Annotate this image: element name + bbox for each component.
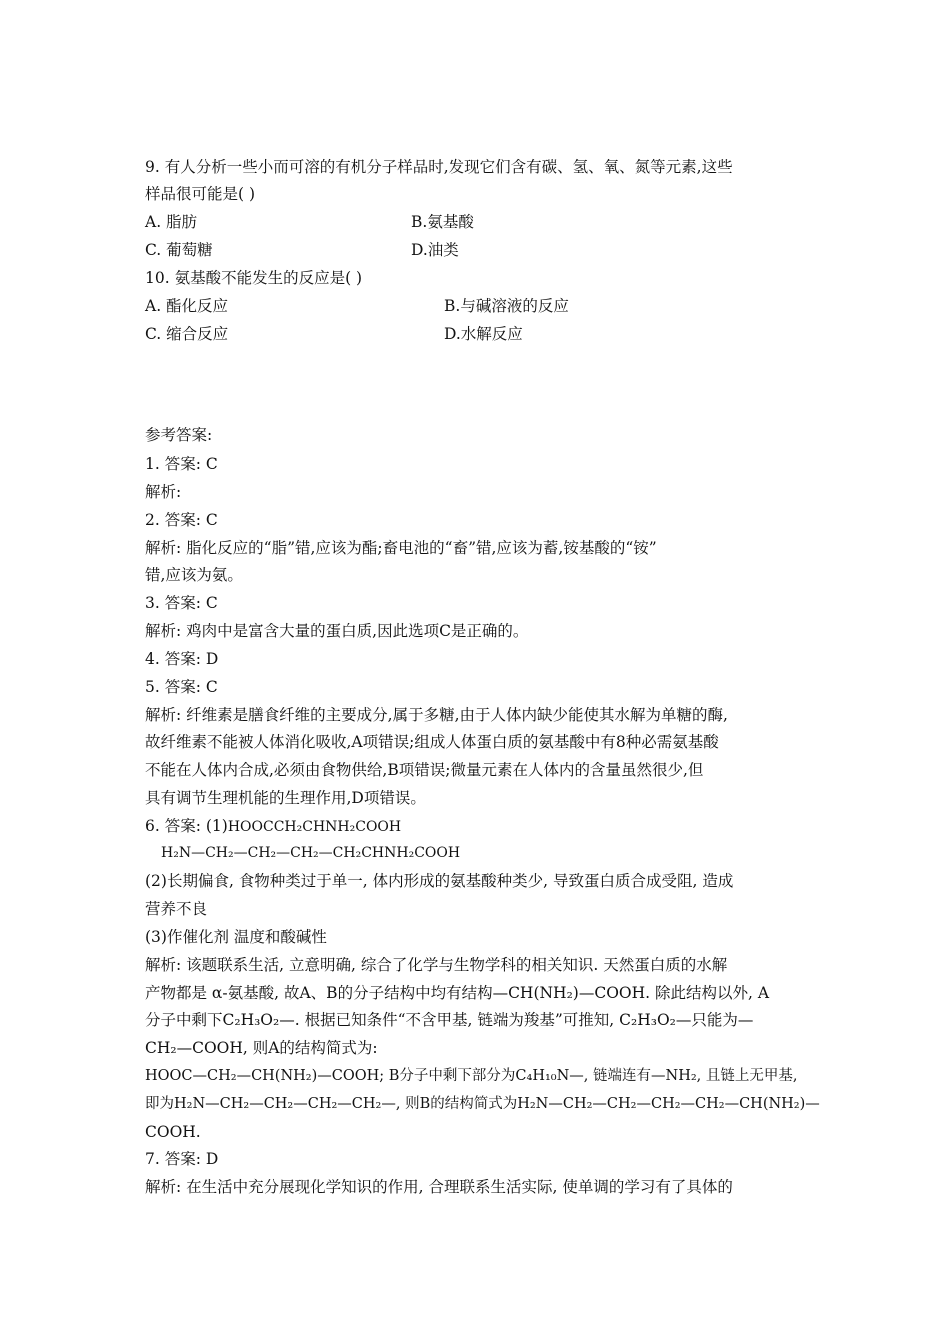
explanation-5-line2: 故纤维素不能被人体消化吸收,A项错误;组成人体蛋白质的氨基酸中有8种必需氨基酸 xyxy=(145,733,719,751)
explanation-6-line6: 即为H₂N—CH₂—CH₂—CH₂—CH₂—, 则B的结构简式为H₂N—CH₂—CH₂—CH₂—CH₂—CH(NH₂)— xyxy=(145,1096,820,1112)
explanation-5-line3: 不能在人体内合成,必须由食物供给,B项错误;微量元素在人体内的含量虽然很少,但 xyxy=(145,761,704,779)
q9-stem-line1: 9. 有人分析一些小而可溶的有机分子样品时,发现它们含有碳、氢、氧、氮等元素,这些 xyxy=(145,158,733,176)
answer-6-line1 xyxy=(145,816,401,837)
explanation-3: 解析: 鸡肉中是富含大量的蛋白质,因此选项C是正确的。 xyxy=(145,622,529,640)
explanation-5-line4: 具有调节生理机能的生理作用,D项错误。 xyxy=(145,789,426,807)
q10-option-c: C. 缩合反应 xyxy=(145,325,229,343)
explanation-6-line3: 分子中剩下C₂H₃O₂—. 根据已知条件“不含甲基, 链端为羧基”可推知, C₂H₃O₂—只能为— xyxy=(145,1011,754,1029)
q10-option-d: D.水解反应 xyxy=(444,325,523,343)
q10-option-b: B.与碱溶液的反应 xyxy=(444,297,569,315)
answers-heading: 参考答案: xyxy=(145,426,213,444)
answer-6-formula1: HOOCCH₂CHNH₂COOH xyxy=(227,819,402,835)
q9-option-c: C. 葡萄糖 xyxy=(145,241,213,259)
explanation-6-line5: HOOC—CH₂—CH(NH₂)—COOH; B分子中剩下部分为C₄H₁₀N—, 链端连有—NH₂, 且链上无甲基, xyxy=(145,1068,798,1084)
explanation-6-line4: CH₂—COOH, 则A的结构简式为: xyxy=(145,1039,378,1057)
q10-option-a: A. 酯化反应 xyxy=(145,297,229,315)
answer-4: 4. 答案: D xyxy=(145,650,219,668)
explanation-5-line1: 解析: 纤维素是膳食纤维的主要成分,属于多糖,由于人体内缺少能使其水解为单糖的酶, xyxy=(145,706,728,724)
explanation-2-line1: 解析: 脂化反应的“脂”错,应该为酯;畜电池的“畜”错,应该为蓄,铵基酸的“铵” xyxy=(145,539,657,557)
answer-1: 1. 答案: C xyxy=(145,455,218,473)
answer-6-part2-line1: (2)长期偏食, 食物种类过于单一, 体内形成的氨基酸种类少, 导致蛋白质合成受阻, 造成 xyxy=(145,872,734,890)
explanation-7-line1: 解析: 在生活中充分展现化学知识的作用, 合理联系生活实际, 使单调的学习有了具体的 xyxy=(145,1178,733,1196)
answer-5: 5. 答案: C xyxy=(145,678,218,696)
answer-7: 7. 答案: D xyxy=(145,1150,219,1168)
q10-stem: 10. 氨基酸不能发生的反应是( ) xyxy=(145,269,363,287)
q9-option-a: A. 脂肪 xyxy=(145,213,198,231)
answer-6-formula2: H₂N—CH₂—CH₂—CH₂—CH₂CHNH₂COOH xyxy=(161,845,461,861)
explanation-6-line7: COOH. xyxy=(145,1123,201,1141)
explanation-1: 解析: xyxy=(145,483,182,501)
explanation-6-line2: 产物都是 α-氨基酸, 故A、B的分子结构中均有结构—CH(NH₂)—COOH. 除此结构以外, A xyxy=(145,984,770,1002)
answer-6-part3: (3)作催化剂 温度和酸碱性 xyxy=(145,928,327,946)
q9-option-b: B.氨基酸 xyxy=(411,213,474,231)
answer-2: 2. 答案: C xyxy=(145,511,218,529)
answer-3: 3. 答案: C xyxy=(145,594,218,612)
answer-6-prefix: 6. 答案: (1) xyxy=(145,817,228,835)
q9-option-d: D.油类 xyxy=(411,241,459,259)
explanation-6-line1: 解析: 该题联系生活, 立意明确, 综合了化学与生物学科的相关知识. 天然蛋白质的水解 xyxy=(145,956,728,974)
q9-stem-line2: 样品很可能是( ) xyxy=(145,185,256,203)
explanation-2-line2: 错,应该为氨。 xyxy=(145,566,243,584)
answer-6-part2-line2: 营养不良 xyxy=(145,900,208,918)
